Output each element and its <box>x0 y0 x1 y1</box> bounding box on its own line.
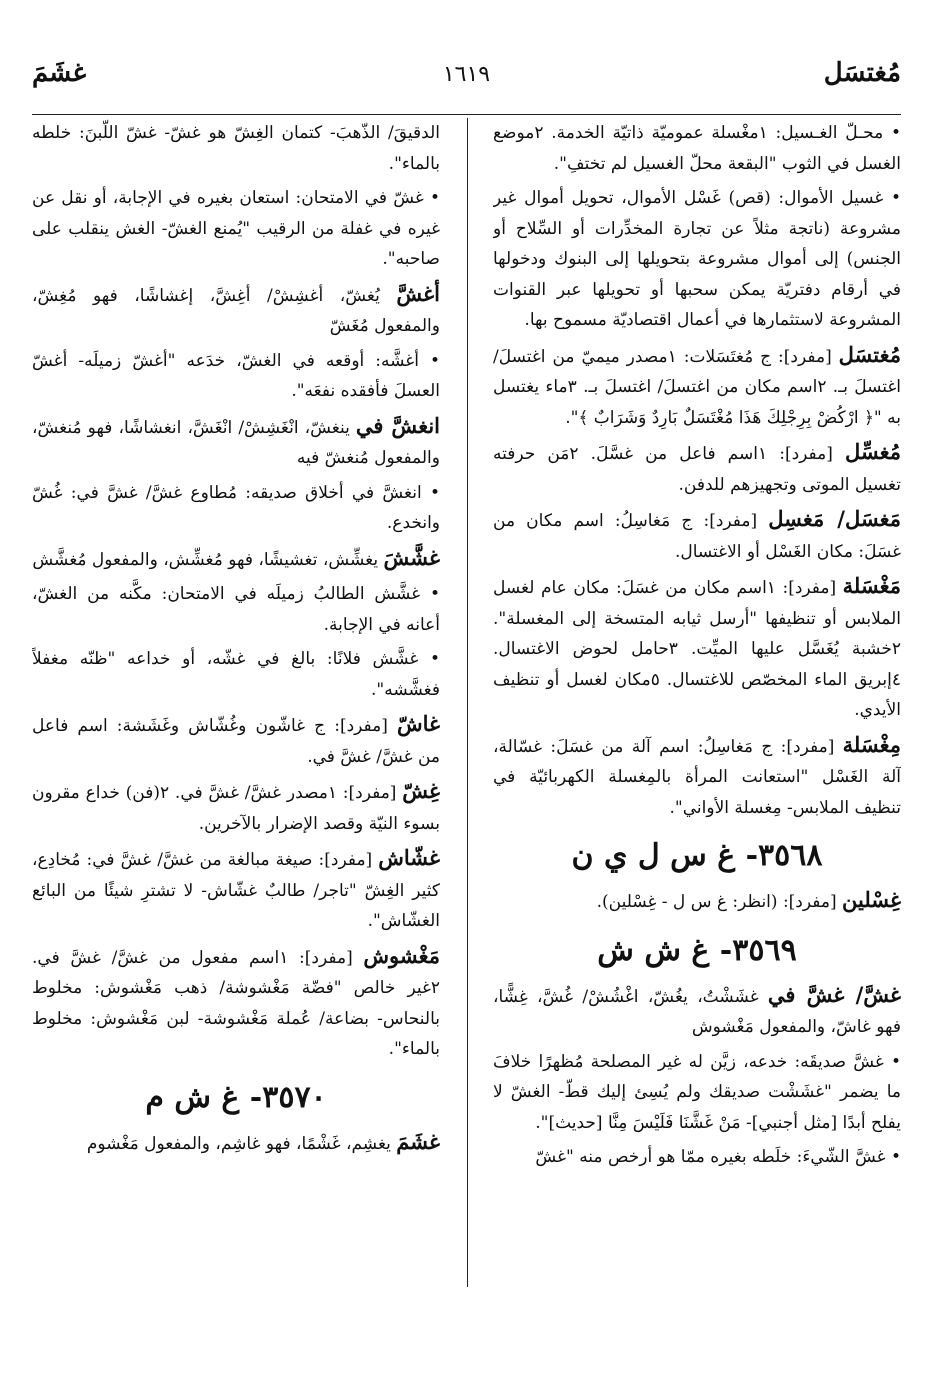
dictionary-entry <box>32 346 440 407</box>
dictionary-entry <box>32 1127 440 1160</box>
headword: مَغسَل/ مَغسِل <box>768 506 901 531</box>
entry-text: [مفرد]: ١اسم مكان من غسَلَ: مكان عام لغسل الملابس أو تنظيفها "أرسل ثيابه المتسخة إلى المغسلة". ٢خشبة يُغَسَّل عليها الميِّت. ٣حامل لحوض الاغتسال. ٤إبريق الماء المخصّص للاغتسال. ٥مكان لغسل أو تنظيف الأيدي. <box>493 578 901 720</box>
entry-text: • غسيل الأموال: (قص) غَسْل الأموال، تحويل أموال غير مشروعة (ناتجة مثلاً عن تجارة المخدِّرات أو السِّلاح أو الجنس) إلى أموال مشروعة بتحويلها إلى البنوك ودخولها في أرقام دفتريّة يمكن سحبها أو تحويلها عبر القنوات المشروعة لاستثمارها في أعمال اقتصاديّة مسموح بها. <box>493 188 901 330</box>
entry-text: • غشَّش فلانًا: بالغ في غشّه، أو خداعه "ظنّه مغفلاً فغشَّشه". <box>32 649 440 700</box>
entry-text: الدقيقَ/ الذّهبَ- كتمان الغِشّ هو غشّ- غشّ اللّبنَ: خلطه بالماء". <box>32 123 440 174</box>
dictionary-entry <box>493 183 901 336</box>
entry-text: [مفرد]: ج مُغتَسَلات: ١مصدر ميميّ من اغتسلَ/ اغتسلَ بـ. ٢اسم مكان من اغتسلَ/ اغتسلَ بـ. ٣ماء يغتسل به "﴿ ارْكُضْ بِرِجْلِكَ هَذَا مُغْتَسَلٌ بَارِدٌ وَشَرَابٌ ﴾". <box>493 346 901 428</box>
entry-text: يُغشّ، أغشِشْ/ أغِشَّ، إغشاشًا، فهو مُغِشّ، والمفعول مُغَشّ <box>32 285 440 336</box>
entry-text: • غشَّ الشّيءَ: خلَطه بغيره ممّا هو أرخص منه "غشّ <box>535 1147 901 1167</box>
dictionary-entry <box>32 543 440 576</box>
dictionary-entry <box>32 478 440 539</box>
headword: أغشَّ <box>396 280 440 306</box>
headword: غشّاش <box>378 845 440 870</box>
headword: غشَّشَ <box>383 544 440 570</box>
entry-text: [مفرد]: ١اسم مفعول من غشَّ/ غشَّ في. ٢غير خالص "فضّة مَغْشوشة/ ذهب مَغْشوش: مخلوط بالنحاس- بضاعة/ عُملة مَغْشوشة- لبن مَغْشوش: مخلوط بالماء". <box>32 947 440 1059</box>
entry-text: • غشَّش الطالبُ زميلَه في الامتحان: مكَّنه من الغشّ، أعانه في الإجابة. <box>32 584 440 635</box>
dictionary-entry <box>32 776 440 839</box>
dictionary-entry <box>32 709 440 772</box>
column-divider <box>467 118 468 1287</box>
dictionary-entry <box>32 843 440 937</box>
dictionary-entry <box>32 411 440 474</box>
dictionary-entry <box>32 941 440 1065</box>
entry-text: [مفرد]: ١اسم فاعل من غسَّلَ. ٢مَن حرفته تغسيل الموتى وتجهيزهم للدفن. <box>493 444 901 495</box>
dictionary-entry <box>493 1047 901 1139</box>
entry-text: • أغشَّه: أوقعه في الغشّ، خدَعه "أغشّ زميلَه- أغشّ العسلَ فأفقده نفعَه". <box>32 350 440 401</box>
dictionary-entry <box>32 279 440 342</box>
entry-text: • محـلّ الغـسيل: ١مغْسلة عموميّة ذاتيّة الخدمة. ٢موضع الغسل في الثوب "البقعة محلّ الغسيل لم تختفِ". <box>493 123 901 174</box>
headword: مُغسِّل <box>844 439 901 464</box>
headword: غشَّ/ غشَّ في <box>767 981 901 1007</box>
entry-text: يغشِّش، تغشيشًا، فهو مُغشِّش، والمفعول مُغشَّش <box>32 549 384 570</box>
dictionary-entry <box>493 437 901 500</box>
dictionary-entry <box>32 644 440 705</box>
entry-text: [مفرد]: ج مَغاسِلُ: اسم مكان من غسَلَ: مكان الغَسْل أو الاغتسال. <box>493 511 901 562</box>
entry-text: • غشّ في الامتحان: استعان بغيره في الإجابة، أو نقل عن غيره في غفلة من الرقيب "يُمنع الغشّ- الغش ينقلب على صاحبه". <box>32 188 440 269</box>
dictionary-entry <box>493 340 901 434</box>
entry-text: [مفرد]: ١مصدر غشَّ/ غشَّ في. ٢(فن) خداع مقرون بسوء النيّة وقصد الإضرار بالآخرين. <box>32 783 440 834</box>
headword: غِشّ <box>402 778 440 803</box>
headword: مِغْسَلة <box>842 731 901 757</box>
headword: مَغْسَلة <box>842 573 901 598</box>
dictionary-entry <box>493 1142 901 1173</box>
entry-text: [مفرد]: صيغة مبالغة من غشَّ/ غشَّ في: مُخادِع، كثير الغِشّ "تاجر/ طالبٌ غشّاش- لا تشترِ شيئًا من البائع الغشّاش". <box>32 850 440 931</box>
dictionary-entry <box>32 183 440 275</box>
entry-text: غشَشْتُ، يغُشّ، اغْشُشْ/ غُشَّ، غِشًّا، فهو غاشّ، والمفعول مَغْشوش <box>493 986 901 1037</box>
entry-text: • غشَّ صديقَه: خدعه، زيَّن له غير المصلحة مُظهرًا خلافَ ما يضمر "غشَشْت صديقك ولم يُسِئ إليك قطّ- الغشّ لا يفلح أبدًا [مثل أجنبي]- مَنْ غَشَّنَا فَلَيْسَ مِنَّا [حديث]". <box>493 1051 901 1133</box>
headword: مَغْشوش <box>363 942 440 968</box>
entry-text: [مفرد]: ج غاشّون وغُشّاش وغَشَشة: اسم فاعل من غشَّ/ غشَّ في. <box>32 716 440 767</box>
header-first-word: مُغتسَل <box>823 58 901 88</box>
header-last-word: غشَمَ <box>32 58 87 88</box>
entry-text: • انغشَّ في أخلاق صديقه: مُطاوع غشَّ/ غشَّ في: غُشّ وانخدع. <box>32 482 440 533</box>
entry-text: ينغشّ، انْغَشِشْ/ انْغَشَّ، انغشاشًا، فهو مُنغشّ، والمفعول مُنغشّ فيه <box>32 417 440 468</box>
entry-text: يغشِم، غَشْمًا، فهو غاشِم، والمفعول مَغْشوم <box>86 1133 397 1154</box>
entry-text: [مفرد]: (انظر: غ س ل - غِسْلين). <box>596 892 842 912</box>
dictionary-entry <box>493 504 901 567</box>
page-header <box>32 58 901 104</box>
headword: غاشّ <box>396 711 440 736</box>
header-rule <box>32 114 901 115</box>
left-column <box>32 118 440 1288</box>
page-number: ١٦١٩ <box>442 62 491 87</box>
dictionary-entry <box>493 885 901 918</box>
root-heading: ٣٥٦٨- غ س ل ي ن <box>571 838 823 873</box>
right-column <box>493 118 901 1288</box>
root-heading: ٣٥٧٠- غ ش م <box>145 1079 327 1115</box>
root-heading: ٣٥٦٩- غ ش ش <box>597 932 797 968</box>
headword: مُغتسَل <box>838 341 901 367</box>
dictionary-entry <box>32 579 440 640</box>
headword: غشَمَ <box>396 1128 440 1154</box>
dictionary-entry <box>493 571 901 726</box>
dictionary-entry <box>32 118 440 179</box>
dictionary-entry <box>493 730 901 824</box>
dictionary-entry <box>493 980 901 1043</box>
headword: غِسْلين <box>842 887 901 912</box>
headword: انغشَّ في <box>355 412 440 438</box>
entry-text: [مفرد]: ج مَغاسِلُ: اسم آلة من غسَلَ: غسّالة، آلة الغَسْل "استعانت المرأة بالمِغسلة الكهربائيّة في تنظيف الملابس- مِغسلة الأواني". <box>493 736 901 818</box>
dictionary-entry <box>493 118 901 179</box>
